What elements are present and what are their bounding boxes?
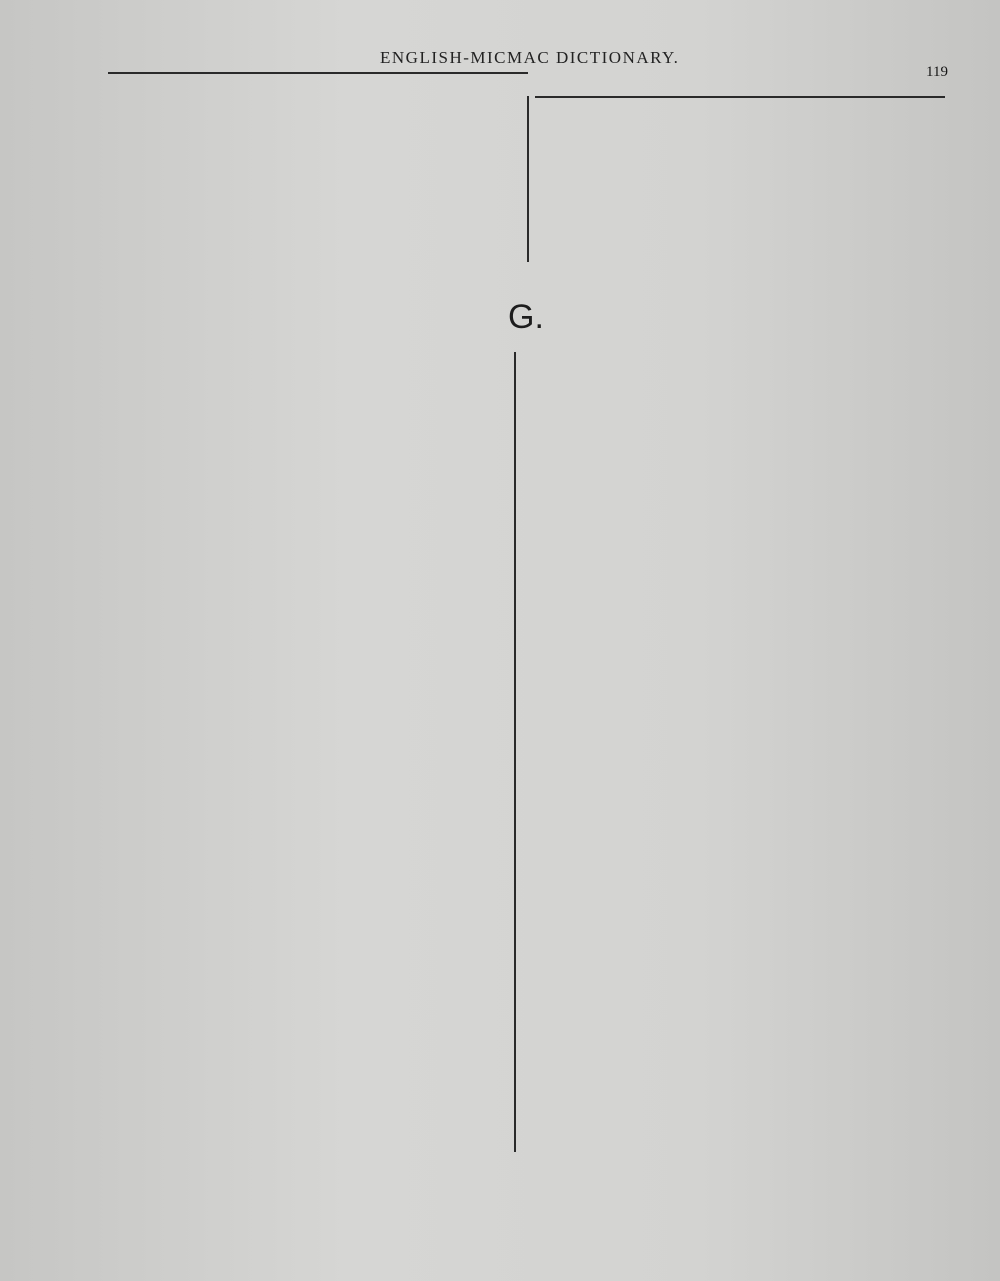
header-rule-right [535,96,945,98]
running-title: ENGLISH-MICMAC DICTIONARY. [380,48,680,67]
main-column-divider [514,352,516,1152]
header-rule-left [108,72,528,74]
top-column-divider [527,96,529,262]
page-number: 119 [926,64,948,80]
section-letter: G. [508,298,544,336]
